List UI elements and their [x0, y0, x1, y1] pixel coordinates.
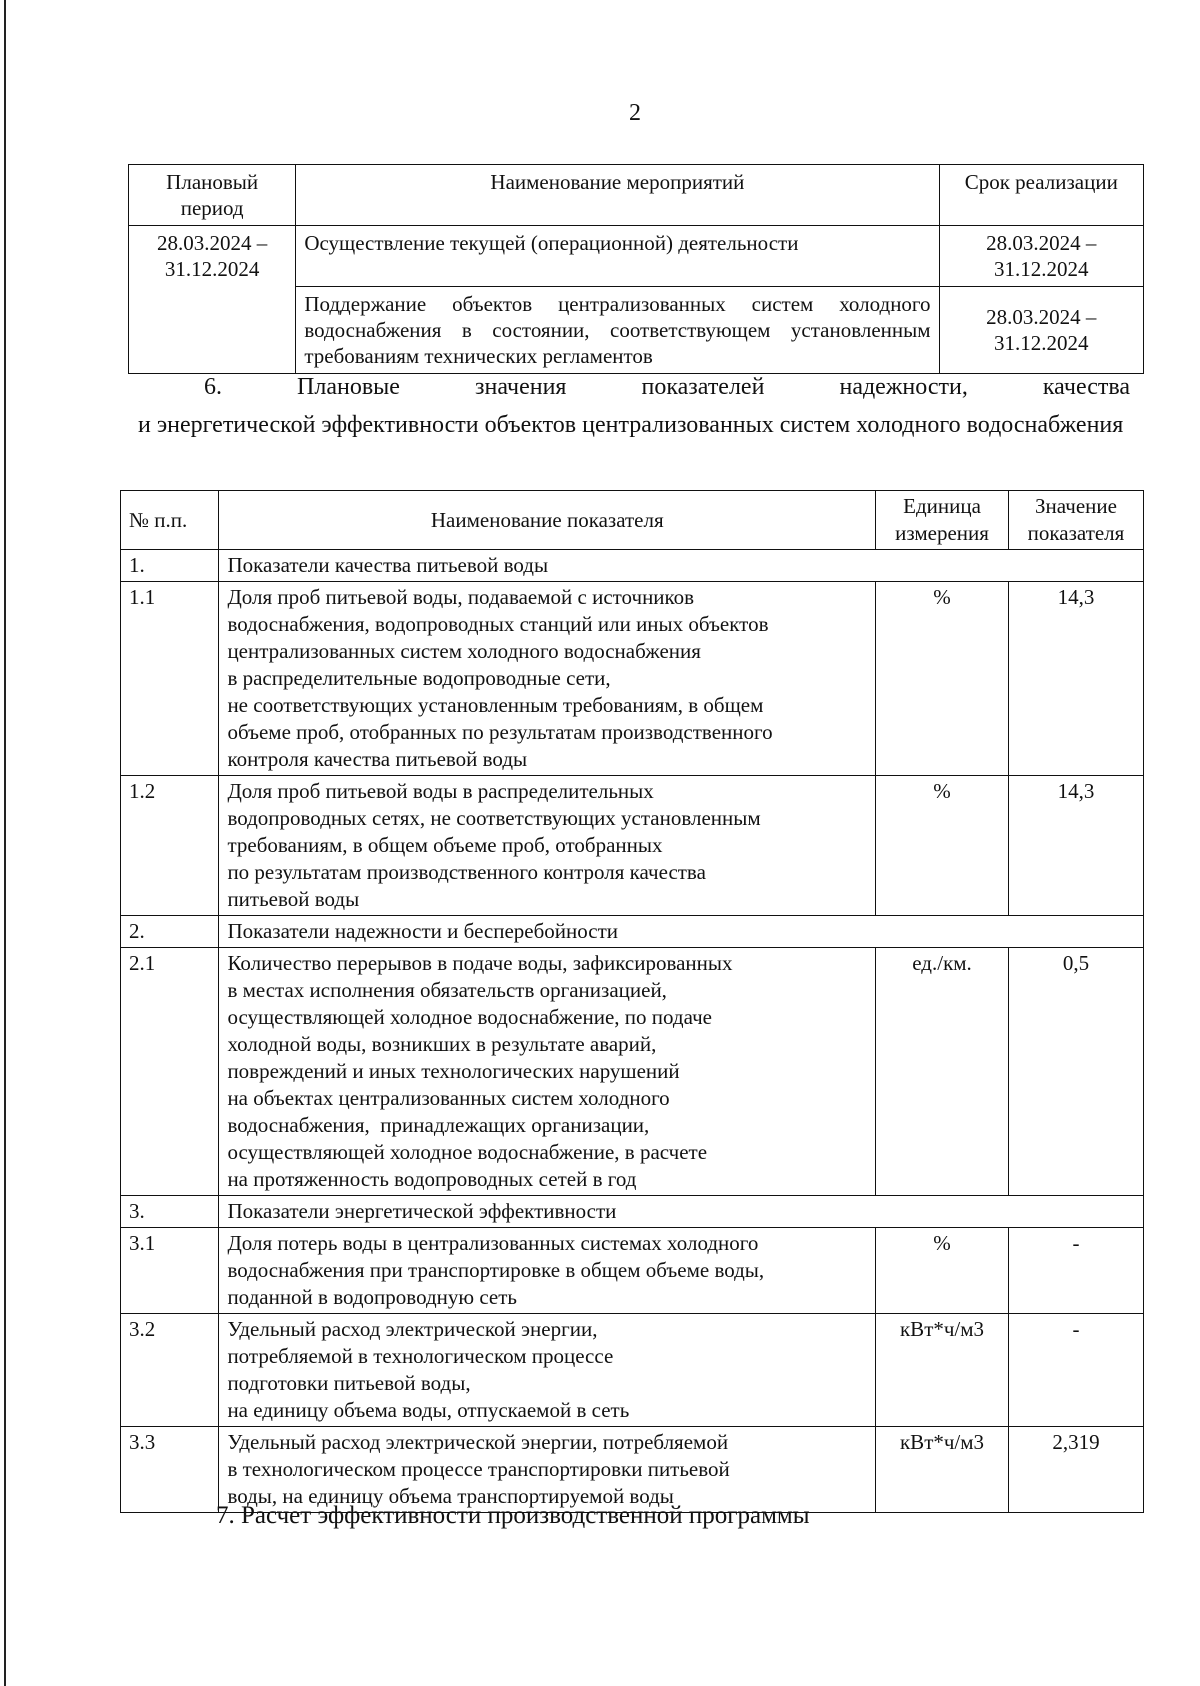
indicators-table: [120, 490, 1144, 1513]
indicator-unit: кВт*ч/м3: [876, 1314, 1009, 1427]
section-row: [121, 1196, 1144, 1228]
section-6-heading: [138, 368, 1130, 444]
header-planned-period: Плановый период: [129, 165, 296, 226]
indicator-unit: %: [876, 582, 1009, 776]
measure-term: 28.03.2024 – 31.12.2024: [939, 287, 1143, 374]
section-number: 1.: [121, 550, 219, 582]
measure-name: Осуществление текущей (операционной) деятельности: [296, 226, 939, 287]
section-title: Показатели качества питьевой воды: [219, 550, 1144, 582]
indicator-number: 3.1: [121, 1228, 219, 1314]
planned-period-value: 28.03.2024 – 31.12.2024: [129, 226, 296, 374]
table-row: [121, 582, 1144, 776]
section-6-heading-rest: и энергетической эффективности объектов централизованных систем холодного водоснабжения: [138, 412, 1124, 438]
table-row: [129, 226, 1144, 287]
section-title: Показатели надежности и бесперебойности: [219, 916, 1144, 948]
section-row: [121, 550, 1144, 582]
indicator-unit: кВт*ч/м3: [876, 1427, 1009, 1513]
header-indicator-name: Наименование показателя: [219, 491, 876, 550]
indicator-number: 3.3: [121, 1427, 219, 1513]
indicator-value: 14,3: [1009, 582, 1144, 776]
measures-table: [128, 164, 1144, 374]
indicator-value: -: [1009, 1228, 1144, 1314]
section-number: 3.: [121, 1196, 219, 1228]
measure-term: 28.03.2024 – 31.12.2024: [939, 226, 1143, 287]
indicator-value: 0,5: [1009, 948, 1144, 1196]
indicator-name: Доля проб питьевой воды, подаваемой с источников водоснабжения, водопроводных станций или иных объектов централизованных систем холодного водоснабжения в распределительные водопроводные сети, не соответствующих установленным требованиям, в общем объеме проб, отобранных по результатам производственного контроля качества питьевой воды: [219, 582, 876, 776]
table-row: [121, 948, 1144, 1196]
indicator-name: Количество перерывов в подаче воды, зафиксированных в местах исполнения обязательств организацией, осуществляющей холодное водоснабжение, по подаче холодной воды, возникших в результате аварий, повреждений и иных технологических нарушений на объектах централизованных систем холодного водоснабжения, принадлежащих организации, осуществляющей холодное водоснабжение, в расчете на протяженность водопроводных сетей в год: [219, 948, 876, 1196]
section-7-heading: 7. Расчет эффективности производственной программы: [216, 1502, 810, 1529]
indicator-name: Доля потерь воды в централизованных системах холодного водоснабжения при транспортировке в общем объеме воды, поданной в водопроводную сеть: [219, 1228, 876, 1314]
header-number: № п.п.: [121, 491, 219, 550]
indicator-unit: ед./км.: [876, 948, 1009, 1196]
indicator-name: Доля проб питьевой воды в распределительных водопроводных сетях, не соответствующих установленным требованиям, в общем объеме проб, отобранных по результатам производственного контроля качества питьевой воды: [219, 776, 876, 916]
table-row: [121, 776, 1144, 916]
section-title: Показатели энергетической эффективности: [219, 1196, 1144, 1228]
header-implementation-term: Срок реализации: [939, 165, 1143, 226]
page-left-edge: [4, 0, 6, 1686]
header-measures-name: Наименование мероприятий: [296, 165, 939, 226]
indicator-unit: %: [876, 1228, 1009, 1314]
section-6-heading-line1: 6. Плановые значения показателей надежности, качества: [204, 374, 1130, 400]
indicator-value: 2,319: [1009, 1427, 1144, 1513]
header-unit: Единица измерения: [876, 491, 1009, 550]
table-row: [121, 1228, 1144, 1314]
indicator-unit: %: [876, 776, 1009, 916]
measure-name: Поддержание объектов централизованных систем холодного водоснабжения в состоянии, соответствующем установленным требованиям технических регламентов: [296, 287, 939, 374]
page-number: 2: [629, 100, 641, 126]
section-number: 2.: [121, 916, 219, 948]
header-value: Значение показателя: [1009, 491, 1144, 550]
indicator-value: -: [1009, 1314, 1144, 1427]
indicator-number: 2.1: [121, 948, 219, 1196]
indicators-table-header: [121, 491, 1144, 550]
section-row: [121, 916, 1144, 948]
measures-table-header: [129, 165, 1144, 226]
indicator-value: 14,3: [1009, 776, 1144, 916]
indicator-number: 3.2: [121, 1314, 219, 1427]
indicator-name: Удельный расход электрической энергии, потребляемой в технологическом процессе транспортировки питьевой воды, на единицу объема транспортируемой воды: [219, 1427, 876, 1513]
table-row: [121, 1314, 1144, 1427]
indicator-name: Удельный расход электрической энергии, потребляемой в технологическом процессе подготовки питьевой воды, на единицу объема воды, отпускаемой в сеть: [219, 1314, 876, 1427]
indicator-number: 1.2: [121, 776, 219, 916]
indicator-number: 1.1: [121, 582, 219, 776]
